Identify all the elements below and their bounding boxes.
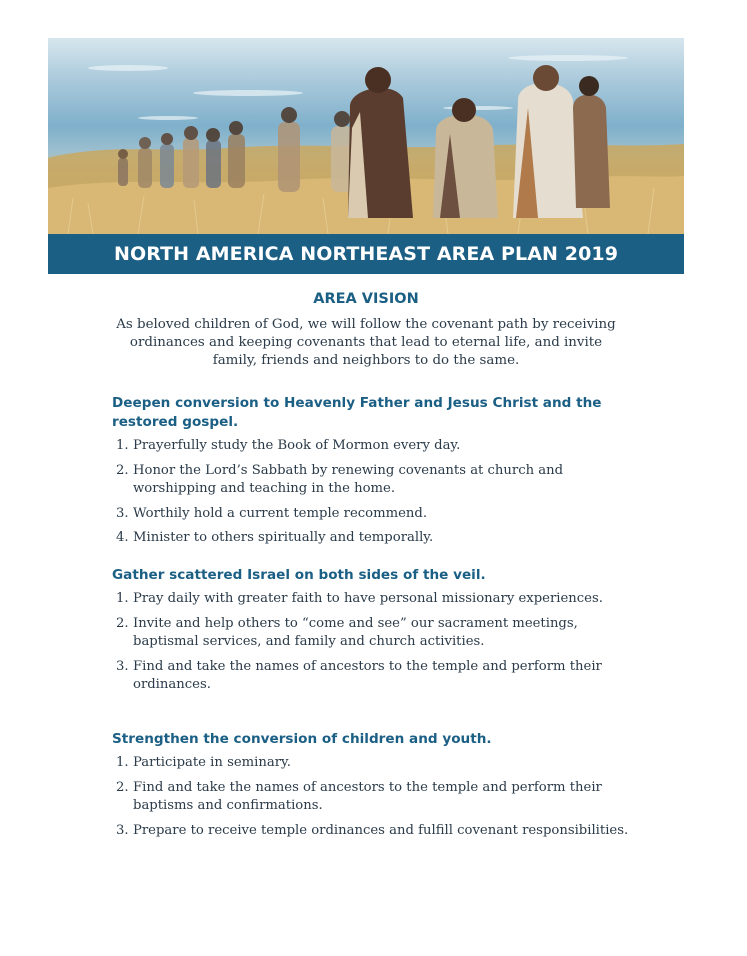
- goal-heading-youth: Strengthen the conversion of children and youth.: [112, 731, 492, 747]
- item-text: Find and take the names of ancestors to the temple and perform their baptisms and confirmations.: [133, 779, 602, 813]
- item-text: Invite and help others to “come and see” our sacrament meetings, baptismal services, and family and church activities.: [133, 615, 578, 649]
- item-text: Prayerfully study the Book of Mormon every day.: [133, 438, 461, 453]
- item-number: 2.: [116, 462, 129, 478]
- hero-illustration: [48, 38, 684, 234]
- item-number: 1.: [116, 438, 129, 453]
- item-text: Participate in seminary.: [133, 755, 291, 770]
- vision-text: As beloved children of God, we will follow the covenant path by receiving ordinances and keeping covenants that lead to eternal life, and invite family, friends and neighbors to do the same.: [116, 317, 616, 368]
- list-item: [116, 658, 636, 695]
- goal-list-youth: [116, 754, 636, 846]
- item-number: 3.: [116, 505, 129, 521]
- goal-list-conversion: [116, 437, 636, 554]
- item-number: 2.: [116, 615, 129, 631]
- list-item: [116, 529, 636, 548]
- list-item: [116, 822, 636, 841]
- goal-heading-gather: Gather scattered Israel on both sides of the veil.: [112, 567, 486, 583]
- list-item: [116, 437, 636, 456]
- item-number: 3.: [116, 658, 129, 674]
- list-item: [116, 590, 636, 609]
- vision-heading: AREA VISION: [313, 291, 419, 307]
- item-number: 4.: [116, 530, 129, 545]
- item-number: 3.: [116, 822, 129, 838]
- item-number: 1.: [116, 755, 129, 770]
- item-text: Minister to others spiritually and temporally.: [133, 530, 434, 545]
- item-text: Prepare to receive temple ordinances and fulfill covenant responsibilities.: [133, 822, 629, 838]
- list-item: [116, 505, 636, 524]
- list-item: [116, 779, 636, 816]
- list-item: [116, 615, 636, 652]
- hero-photo: [48, 38, 684, 234]
- page-title: NORTH AMERICA NORTHEAST AREA PLAN 2019: [113, 243, 619, 265]
- item-text: Worthily hold a current temple recommend.: [133, 505, 428, 521]
- goal-list-gather: [116, 590, 636, 701]
- title-banner: [48, 234, 684, 274]
- item-number: 1.: [116, 591, 129, 606]
- item-text: Honor the Lord’s Sabbath by renewing covenants at church and worshipping and teaching in the home.: [133, 462, 564, 496]
- list-item: [116, 754, 636, 773]
- list-item: [116, 462, 636, 499]
- item-text: Find and take the names of ancestors to the temple and perform their ordinances.: [133, 658, 602, 692]
- item-number: 2.: [116, 779, 129, 795]
- goal-heading-conversion: Deepen conversion to Heavenly Father and Jesus Christ and the restored gospel.: [112, 395, 602, 430]
- item-text: Pray daily with greater faith to have personal missionary experiences.: [133, 591, 603, 606]
